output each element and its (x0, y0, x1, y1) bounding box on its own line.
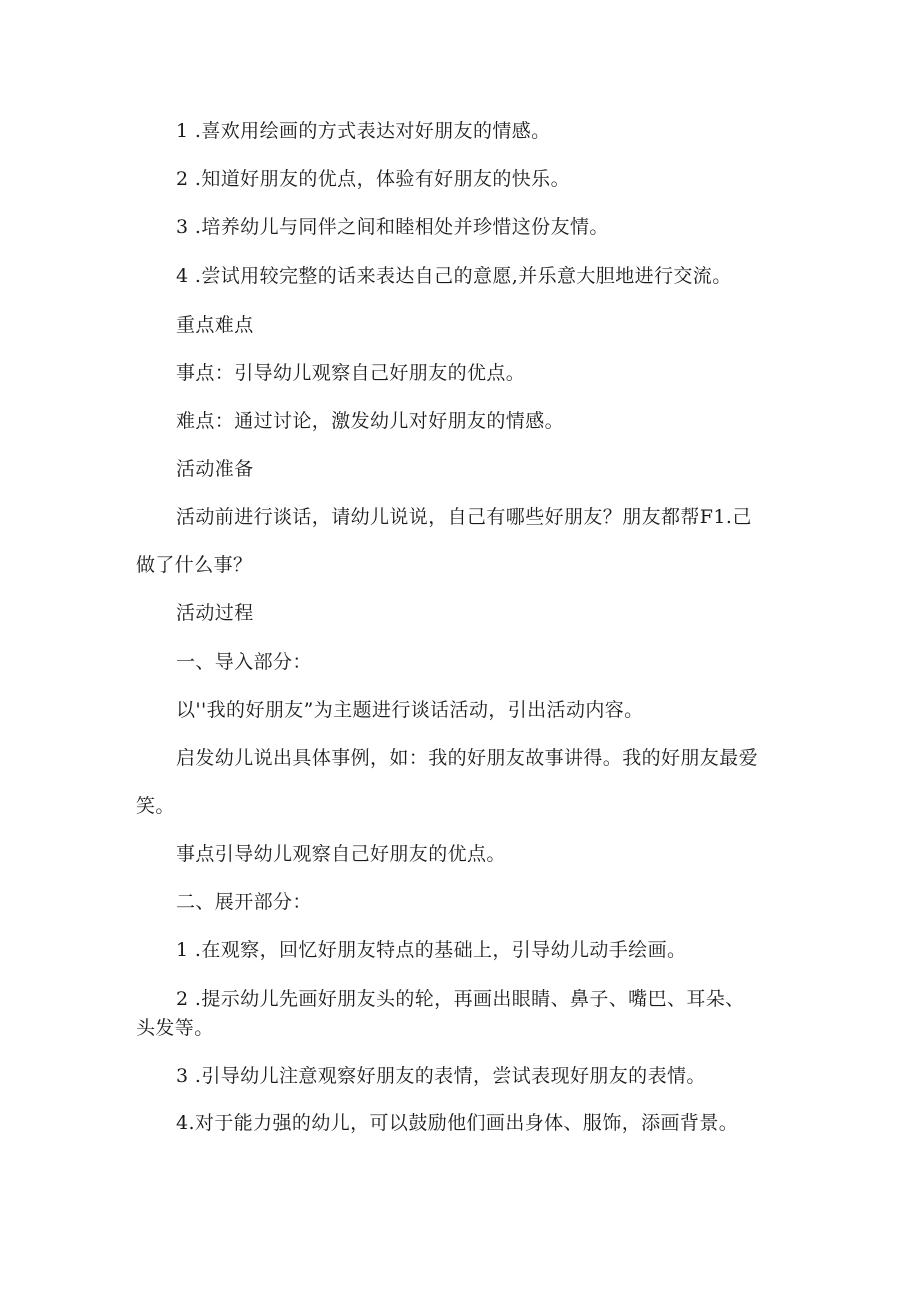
preparation-text: 活动前进行谈话，请幼儿说说，自己有哪些好朋友？朋友都帮F1.己 (176, 506, 752, 528)
preparation-text-cont: 做了什么事？ (136, 554, 253, 576)
heading-preparation: 活动准备 (176, 458, 254, 480)
intro-text-1: 以''我的好朋友”为主题进行谈话活动，引出活动内容。 (176, 699, 644, 721)
intro-text-2-cont: 笑。 (136, 795, 175, 817)
develop-item-2: 2 .提示幼儿先画好朋友头的轮，再画出眼睛、鼻子、嘴巴、耳朵、 (176, 988, 745, 1010)
difficulty-text: 难点：通过讨论，激发幼儿对好朋友的情感。 (176, 410, 565, 432)
intro-text-2: 启发幼儿说出具体事例，如：我的好朋友故事讲得。我的好朋友最爱 (176, 747, 759, 769)
goal-item-2: 2 .知道好朋友的优点，体验有好朋友的快乐。 (176, 168, 570, 190)
intro-text-3: 事点引导幼儿观察自己好朋友的优点。 (176, 843, 506, 865)
key-point-text: 事点：引导幼儿观察自己好朋友的优点。 (176, 362, 526, 384)
heading-key-points: 重点难点 (176, 314, 254, 336)
heading-process: 活动过程 (176, 602, 254, 624)
goal-item-3: 3 .培养幼儿与同伴之间和睦相处并珍惜这份友情。 (176, 216, 609, 238)
goal-item-1: 1 .喜欢用绘画的方式表达对好朋友的情感。 (176, 120, 551, 142)
develop-item-4: 4.对于能力强的幼儿，可以鼓励他们画出身体、服饰，添画背景。 (176, 1112, 739, 1134)
develop-item-1: 1 .在观察，回忆好朋友特点的基础上，引导幼儿动手绘画。 (176, 939, 687, 961)
section-develop-heading: 二、展开部分： (176, 891, 312, 913)
goal-item-4: 4 .尝试用较完整的话来表达自己的意愿,并乐意大胆地进行交流。 (176, 265, 732, 287)
section-intro-heading: 一、导入部分： (176, 651, 312, 673)
develop-item-3: 3 .引导幼儿注意观察好朋友的表情，尝试表现好朋友的表情。 (176, 1065, 706, 1087)
develop-item-2-cont: 头发等。 (136, 1017, 214, 1039)
